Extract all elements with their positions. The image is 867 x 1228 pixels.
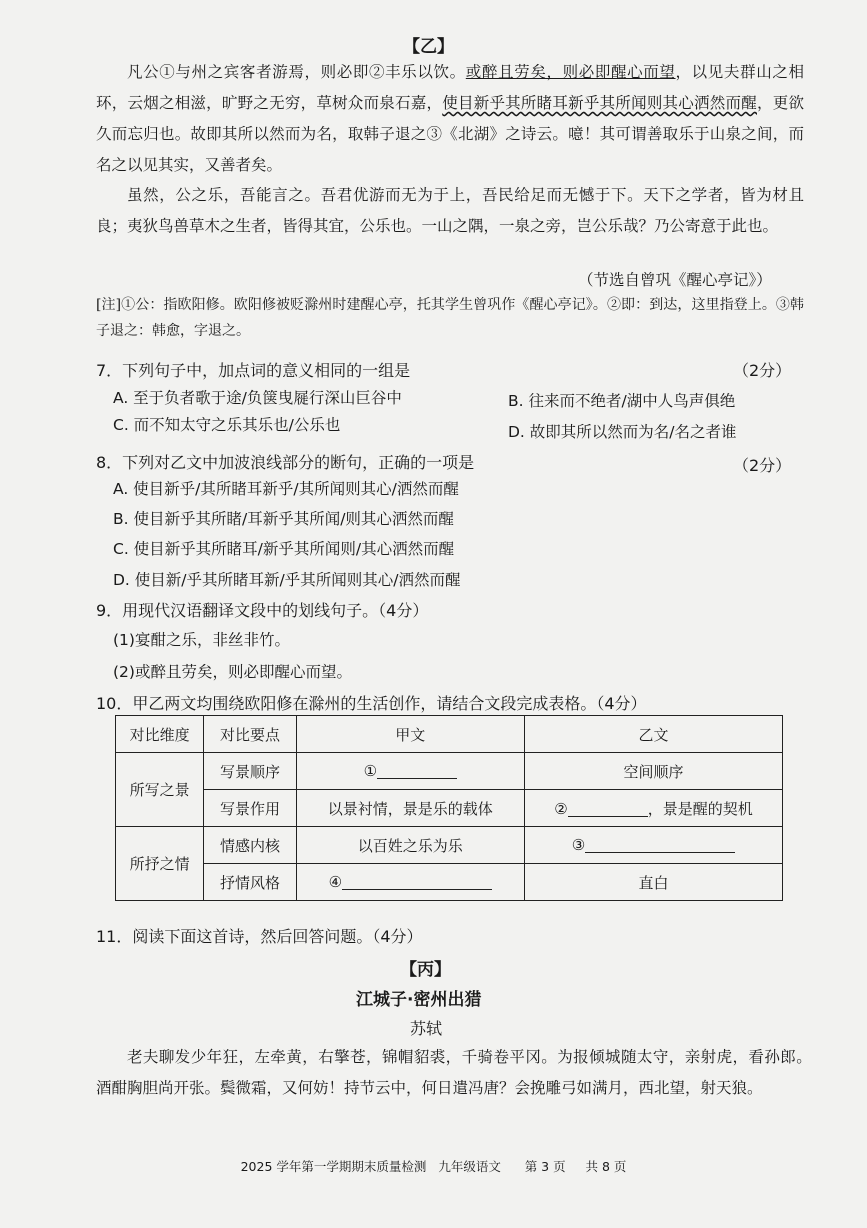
header-dimension: 对比维度 [116, 716, 204, 753]
page-footer: 2025 学年第一学期期末质量检测 九年级语文 第 3 页 共 8 页 [240, 1159, 627, 1174]
group-scenery: 所写之景 [116, 753, 204, 827]
answer-blank[interactable] [342, 875, 492, 890]
q9-sentence-2: (2)或醉且劳矣，则必即醒心而望。 [113, 663, 352, 681]
cell-jia: 以景衬情，景是乐的载体 [296, 790, 524, 827]
cell-yi-blank-2[interactable]: ② ，景是醒的契机 [524, 790, 782, 827]
table-header-row [116, 716, 783, 753]
q7-option-d: D. 故即其所以然而为名/名之者谁 [508, 423, 737, 441]
q7-option-c: C. 而不知太守之乐其乐也/公乐也 [113, 416, 341, 434]
cell-jia-blank-1[interactable]: ① [296, 753, 524, 790]
q8-option-d: D. 使目新/乎其所睹耳新/乎其所闻则其心/洒然而醒 [113, 571, 461, 589]
yi-paragraph-1 [96, 57, 804, 181]
cell-point: 抒情风格 [204, 864, 296, 901]
q7-stem: 7．下列句子中，加点词的意义相同的一组是 [96, 361, 411, 380]
poem-text: 老夫聊发少年狂，左牵黄，右擎苍，锦帽貂裘，千骑卷平冈。为报倾城随太守，亲射虎，看孙郎。 酒酣胸胆尚开张。鬓微霜，又何妨！持节云中，何日遣冯唐？会挽雕弓如满月，西北望，射天狼。 [96, 1048, 820, 1097]
yi-paragraph-2: 虽然，公之乐，吾能言之。吾君优游而无为于上，吾民给足而无憾于下。天下之学者，皆为材且良；夷狄鸟兽草木之生者，皆得其宜，公乐也。一山之隅，一泉之旁，岂公乐哉？乃公寄意于此也。 [96, 186, 804, 235]
wavy-underlined-sentence: 使目新乎其所睹耳新乎其所闻则其心洒然而醒 [442, 94, 757, 112]
cell-yi-blank-3[interactable]: ③ [524, 827, 782, 864]
q8-option-b: B. 使目新乎其所睹/耳新乎其所闻/则其心洒然而醒 [113, 510, 454, 528]
q11-stem: 11．阅读下面这首诗，然后回答问题。（4分） [96, 927, 423, 946]
cell-yi: 直白 [524, 864, 782, 901]
q8-score: （2分） [733, 456, 792, 475]
page-total: 共 8 页 [585, 1159, 627, 1174]
q9-sentence-1: (1)宴酣之乐，非丝非竹。 [113, 631, 290, 649]
q8-option-c: C. 使目新乎其所睹耳/新乎其所闻则/其心洒然而醒 [113, 540, 455, 558]
header-point: 对比要点 [204, 716, 296, 753]
yi-source: （节选自曾巩《醒心亭记》） [578, 271, 772, 289]
poem-author: 苏轼 [410, 1019, 443, 1038]
bing-heading: 【丙】 [400, 960, 451, 980]
q7-option-b: B. 往来而不绝者/湖中人鸟声俱绝 [508, 392, 736, 410]
page-number: 第 3 页 [524, 1159, 566, 1174]
comparison-table [115, 715, 783, 901]
cell-point: 写景作用 [204, 790, 296, 827]
answer-blank[interactable] [585, 838, 735, 853]
group-emotion: 所抒之情 [116, 827, 204, 901]
table-row [116, 827, 783, 864]
table-row [116, 864, 783, 901]
yi-heading: 【乙】 [403, 37, 454, 57]
yi-note: [注]①公：指欧阳修。欧阳修被贬滁州时建醒心亭，托其学生曾巩作《醒心亭记》。②即：到达，这里指登上。③韩子退之：韩愈，字退之。 [96, 297, 804, 339]
q7-score: （2分） [733, 361, 792, 380]
cell-yi: 空间顺序 [524, 753, 782, 790]
text-segment: 凡公①与州之宾客者游焉，则必即②丰乐以饮。 [127, 63, 466, 81]
text-segment: ，以见夫群山之相环，云烟之相滋，旷野之无穷，草树众而泉石嘉， [96, 63, 804, 112]
q8-option-a: A. 使目新乎/其所睹耳新乎/其所闻则其心/洒然而醒 [113, 480, 459, 498]
header-jia: 甲文 [296, 716, 524, 753]
answer-blank[interactable] [377, 764, 457, 779]
q7-option-a: A. 至于负者歌于途/负箧曳屣行深山巨谷中 [113, 389, 402, 407]
q9-stem: 9．用现代汉语翻译文段中的划线句子。（4分） [96, 601, 429, 620]
text-segment: ，更欲久而忘归也。故即其所以然而为名，取韩子退之③《北湖》之诗云。噫！其可谓善取乐于山泉之间，而名之以见其实，又善者矣。 [96, 94, 804, 174]
header-yi: 乙文 [524, 716, 782, 753]
cell-point: 写景顺序 [204, 753, 296, 790]
cell-point: 情感内核 [204, 827, 296, 864]
cell-jia-blank-4[interactable]: ④ [296, 864, 524, 901]
answer-blank[interactable] [568, 802, 648, 817]
cell-jia: 以百姓之乐为乐 [296, 827, 524, 864]
q10-stem: 10．甲乙两文均围绕欧阳修在滁州的生活创作，请结合文段完成表格。（4分） [96, 694, 647, 713]
table-row [116, 753, 783, 790]
q8-stem: 8．下列对乙文中加波浪线部分的断句，正确的一项是 [96, 453, 475, 472]
table-row [116, 790, 783, 827]
underlined-sentence: 或醉且劳矣，则必即醒心而望 [465, 63, 676, 81]
poem-title: 江城子·密州出猎 [356, 990, 482, 1010]
